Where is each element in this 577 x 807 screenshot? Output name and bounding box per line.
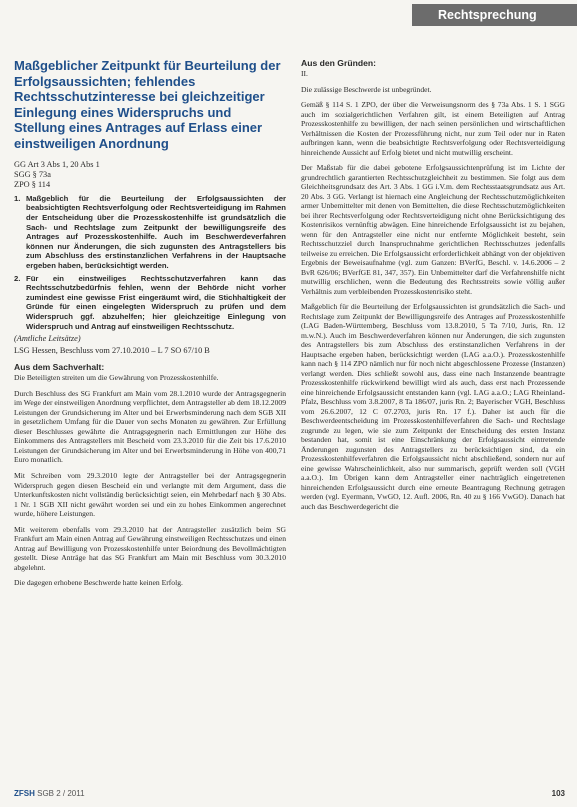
paragraph: Der Maßstab für die dabei gebotene Erfolgsaussichtenprüfung ist im Lichte der grundrechtlich garantierten Rechtsschutzgleichheit zu bestimmen. Sie folgt aus dem Gleichheitsgrundsatz des Art. 3 Abs. 1 GG i.V.m. dem Rechtsstaatsgrundsatz aus Art. 20 Abs. 3 GG. Verlangt ist hiernach eine Angleichung der Rechtsschutzmöglichkeiten armer Unbemittelter mit denen von Bemittelten, die diese Rechtsschutzmöglichkeiten bei ihrer Rechtsverfolgung oder Rechtsverteidigung nicht ohne Berücksichtigung des Kostenrisikos vernünftig abwägen. Eine hinreichende Erfolgsaussicht ist zu bejahen, wenn für den Antragsteller eine nicht nur entfernte Möglichkeit besteht, sein Rechtsschutzziel durch Inanspruchnahme gerichtlichen Rechtsschutzes jedenfalls teilweise zu erreichen. Die Erfolgsaussicht erforderlichkeit abhängt von der objektiven Ergebnis der Beweisaufnahme (vgl. zum Ganzen: BVerfG, Beschl. v. 14.6.2006 – 2 BvR 626/06; BVerfGE 81, 347, 357). Ein Unbemittelter darf die Verfahrenshilfe nicht mutwillig erschlichen, wenn die Bedeutung des Rechtsstreits sowie völlig außer Verhältnis zum verbleibenden Prozesskostenrisiko steht. — [301, 163, 565, 296]
paragraph: Die zulässige Beschwerde ist unbegründet. — [301, 84, 432, 94]
sachverhalt-heading: Aus dem Sachverhalt: — [14, 362, 105, 373]
paragraph: Maßgeblich für die Beurteilung der Erfolgsaussichten ist grundsätzlich die Sach- und Rechtslage zum Zeitpunkt der Bewilligungsreife des Antrages auf Prozesskostenhilfe (LAG Baden-Württemberg, Beschluss vom 13.8.2010, 5 Ta 7/10, Juris, Rn. 12 m.w.N.). Auch im Beschwerdeverfahren können nur Änderungen, die sich zugunsten des Antragstellers bis zum Abschluss des erstinstanzlichen Verfahrens in der Hauptsache ergeben haben, berücksichtigt werden (LAG a.a.O.). Prozesskostenhilfe kann nach § 114 ZPO nämlich nur für noch nicht abgeschlossene Prozesse (Instanzen) verlangt werden. Dies schließt sowohl aus, dass eine nach Instanzende beantragte Prozesskostenhilfe rückwirkend bewilligt wird als auch, dass erst nach Prozessende eine hinreichende Erfolgsaussicht entstanden kann (vgl. LAG a.a.O.; LAG Rheinland-Pfalz, Beschluss vom 3.8.2007, 8 Ta 186/07, juris Rn. 2; Bayerischer VGH, Beschluss vom 26.6.2007, 12 C 07.2703, juris Rn. 17 f.). Daher ist auch für die Beschwerdeentscheidung im Prozesskostenhilfeverfahren die Sach- und Rechtslage zugrunde zu legen, wie sie zum Zeitpunkt der Entscheidung des ersten Instanz bestanden hat, somit ist eine Einschränkung der Erfolgsaussicht eintretende Änderungen zugunsten des Antragstellers zu berücksichtigen sind, da ein Prozesskostenhilfeverfahren die Erfolgsaussicht nicht abschließend, sondern nur auf eine gewisse Wahrscheinlichkeit, also nur summarisch, geprüft werden soll (VGH a.a.O.). Im Übrigen kann dem Antragsteller einer nachträglich eingetretenen hinreichenden Erfolgsaussicht durch eine erneute Beantragung Rechnung getragen werden (vgl. Eyermann, VwGO, 12. Aufl. 2006, Rn. 40 zu § 166 VwGO). Danach hat auch das Beschwerdegericht die — [301, 302, 565, 511]
paragraph: Mit weiterem ebenfalls vom 29.3.2010 hat der Antragsteller zusätzlich beim SG Frankfurt am Main einen Antrag auf Gewährung einstweiligen Rechtsschutzes und einen Antrag auf Bewilligung von Prozesskostenhilfe unter Beiordnung des Bevollmächtigten gestellt. Diese Anträge hat das SG Frankfurt am Main mit Beschluss vom 30.3.2010 abgelehnt. — [14, 524, 286, 572]
leitsatz-2: 2. Für ein einstweiliges Rechtsschutzverfahren kann das Rechtsschutzbedürfnis fehlen, wenn der Behörde nicht vorher zumindest eine gewisse Frist eingeräumt wird, die Stichhaltigkeit der Gründe für einen eingelegten Widerspruch zu prüfen und dem Widerspruch ggf. abzuhelfen; hier gleichzeitige Einlegung von Widerspruch und Antrag auf einstweiligen Rechtsschutz. — [14, 273, 286, 331]
section-banner: Rechtsprechung — [412, 4, 577, 26]
norm-line: SGG § 73a — [14, 169, 51, 179]
section-numeral: II. — [301, 69, 308, 78]
article-title: Maßgeblicher Zeitpunkt für Beurteilung der Erfolgsaussichten; fehlendes Rechtsschutzinteresse bei gleichzeitiger Einlegung eines Widerspruchs und Stellung eines Antrages auf Erlass einer einstweiligen Anordnung — [14, 58, 281, 151]
paragraph: Mit Schreiben vom 29.3.2010 legte der Antragsteller bei der Antragsgegnerin Widerspruch gegen diesen Bescheid ein und verlangte mit dem Argument, dass die Unterkunftskosten nicht vollständig berücksichtigt seien, ein Mehrbedarf nach § 30 Abs. 1 Nr. 1 SGB XII nicht gewährt worden sei und ein zu hohes Einkommen angerechnet wurde, höhere Leistungen. — [14, 471, 286, 519]
paragraph: Durch Beschluss des SG Frankfurt am Main vom 28.1.2010 wurde der Antragsgegnerin im Wege der einstweiligen Anordnung verpflichtet, dem Antragsteller ab dem 18.12.2009 Leistungen der Grundsicherung im Alter und bei Erwerbsminderung nach dem SGB XII in gesetzlichem Umfang für die Dauer von sechs Monaten zu gewähren. Zur Erfüllung dieser Beschlusses gewährte die Antragsgegnerin nach Ermittlungen zur Höhe des Einkommens des Antragstellers mit Bescheid vom 23.3.2010 für die Zeit bis 17.6.2010 Leistungen der Grundsicherung im Alter und bei Erwerbsminderung in Höhe von 400,71 Euro monatlich. — [14, 388, 286, 465]
norm-list — [14, 160, 286, 191]
norm-line: GG Art 3 Abs 1, 20 Abs 1 — [14, 159, 100, 169]
official-note: (Amtliche Leitsätze) — [14, 334, 81, 344]
left-column — [14, 58, 286, 594]
paragraph: Die Beteiligten streiten um die Gewährung von Prozesskostenhilfe. — [14, 373, 219, 383]
leitsatz-1: 1. Maßgeblich für die Beurteilung der Erfolgsaussichten der beabsichtigten Rechtsverfolgung oder Rechtsverteidigung im Rahmen der Entscheidung über die Prozesskostenhilfe ist grundsätzlich die Sach- und Rechtslage zum Zeitpunkt der bewilligungsreife des Antrages auf Prozesskostenhilfe. Auch im Beschwerdeverfahren können nur Änderungen, die sich zugunsten des Antragstellers bis zum Abschluss des erstinstanzlichen Verfahrens in der Hauptsache ergeben haben, berücksichtigt werden. — [14, 193, 286, 270]
paragraph: Gemäß § 114 S. 1 ZPO, der über die Verweisungsnorm des § 73a Abs. 1 S. 1 SGG auch im sozialgerichtlichen Verfahren gilt, ist einem Beteiligten auf Antrag Prozesskostenhilfe zu bewilligen, der nach seinen persönlichen und wirtschaftlichen Verhältnissen die Kosten der Prozessführung nicht, nur zum Teil oder nur in Raten aufbringen kann, wenn die beabsichtigte Rechtsverfolgung oder Rechtsverteidigung hinreichende Aussicht auf Erfolg bietet und nicht mutwillig erscheint. — [301, 100, 565, 157]
right-column — [301, 58, 565, 517]
norm-line: ZPO § 114 — [14, 180, 51, 190]
paragraph: Die dagegen erhobene Beschwerde hatte keinen Erfolg. — [14, 578, 183, 588]
court-citation: LSG Hessen, Beschluss vom 27.10.2010 – L 7 SO 67/10 B — [14, 346, 210, 356]
gruende-heading: Aus den Gründen: — [301, 58, 376, 68]
page-number: 103 — [551, 789, 565, 798]
journal-footer: ZFSH SGB 2 / 2011 — [14, 789, 85, 798]
